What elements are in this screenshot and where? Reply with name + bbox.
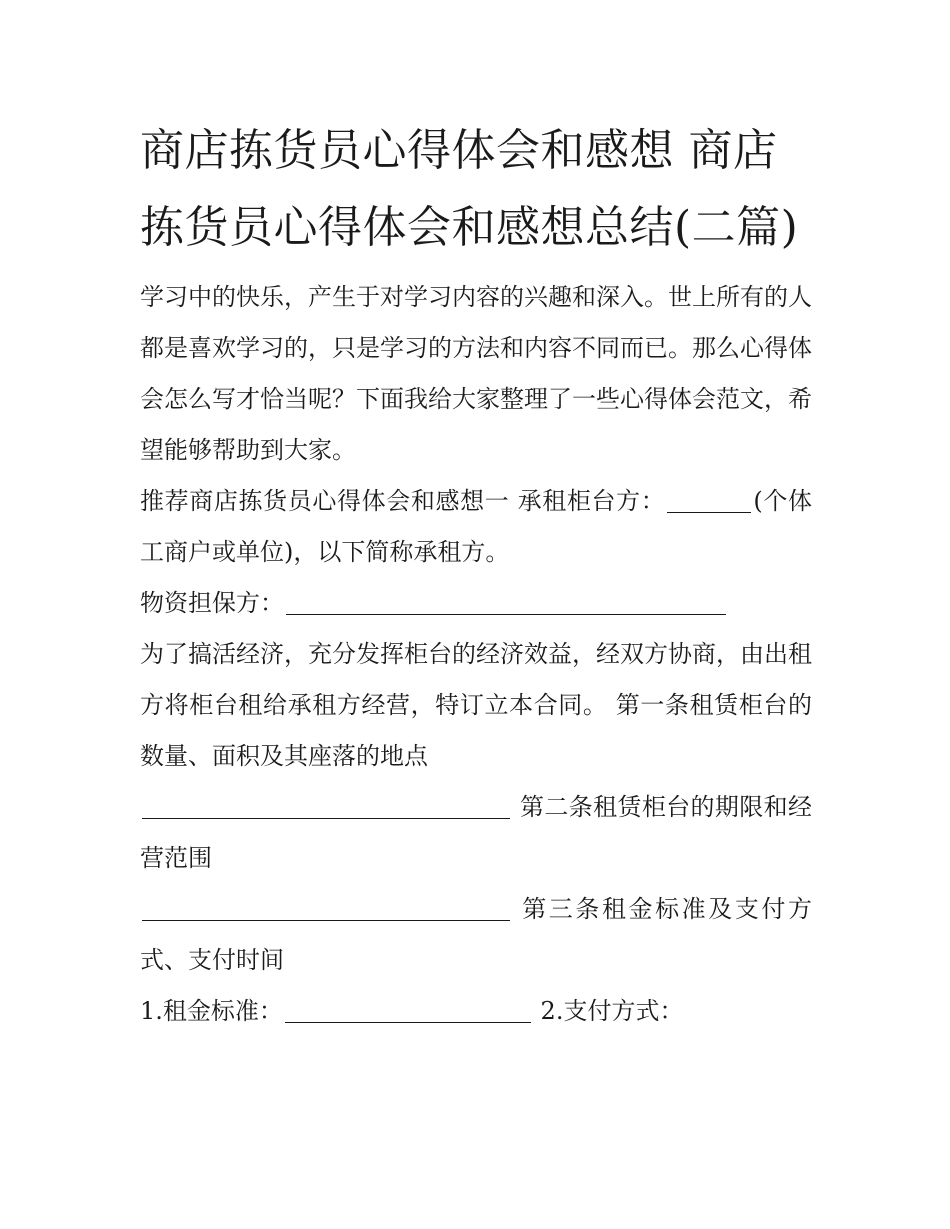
- purpose-paragraph: 为了搞活经济，充分发挥柜台的经济效益，经双方协商，由出租方将柜台租给承租方经营，特订立本合同。 第一条租赁柜台的数量、面积及其座落的地点: [140, 640, 812, 770]
- rent-paragraph: [140, 986, 812, 1037]
- document-page: [140, 112, 812, 1037]
- article2-heading: 第二条租赁柜台的期限和经营范围: [140, 793, 812, 872]
- payment-method-label: 2.支付方式：: [540, 997, 684, 1025]
- article3-heading: 第三条租金标准及支付方式、支付时间: [140, 895, 812, 974]
- article3-paragraph: [140, 884, 812, 986]
- guarantor-blank[interactable]: [286, 584, 726, 615]
- article2-paragraph: [140, 782, 812, 884]
- guarantor-paragraph: [140, 578, 812, 629]
- guarantor-label: 物资担保方：: [140, 589, 284, 617]
- lessee-paragraph: [140, 476, 812, 578]
- lessee-note: (个体工商户或单位)，以下简称承租方。: [140, 487, 812, 566]
- rent-standard-label: 1.租金标准：: [140, 997, 283, 1025]
- lessee-name-blank[interactable]: [667, 482, 751, 513]
- document-title: 商店拣货员心得体会和感想 商店拣货员心得体会和感想总结(二篇): [140, 125, 799, 253]
- lessee-label: 推荐商店拣货员心得体会和感想一 承租柜台方：: [140, 487, 666, 515]
- counter-location-blank[interactable]: [142, 788, 510, 819]
- lease-term-blank[interactable]: [142, 890, 510, 921]
- intro-paragraph: 学习中的快乐，产生于对学习内容的兴趣和深入。世上所有的人都是喜欢学习的，只是学习的方法和内容不同而已。那么心得体会怎么写才恰当呢？下面我给大家整理了一些心得体会范文，希望能够帮助到大家。: [140, 283, 812, 464]
- rent-standard-blank[interactable]: [285, 992, 531, 1023]
